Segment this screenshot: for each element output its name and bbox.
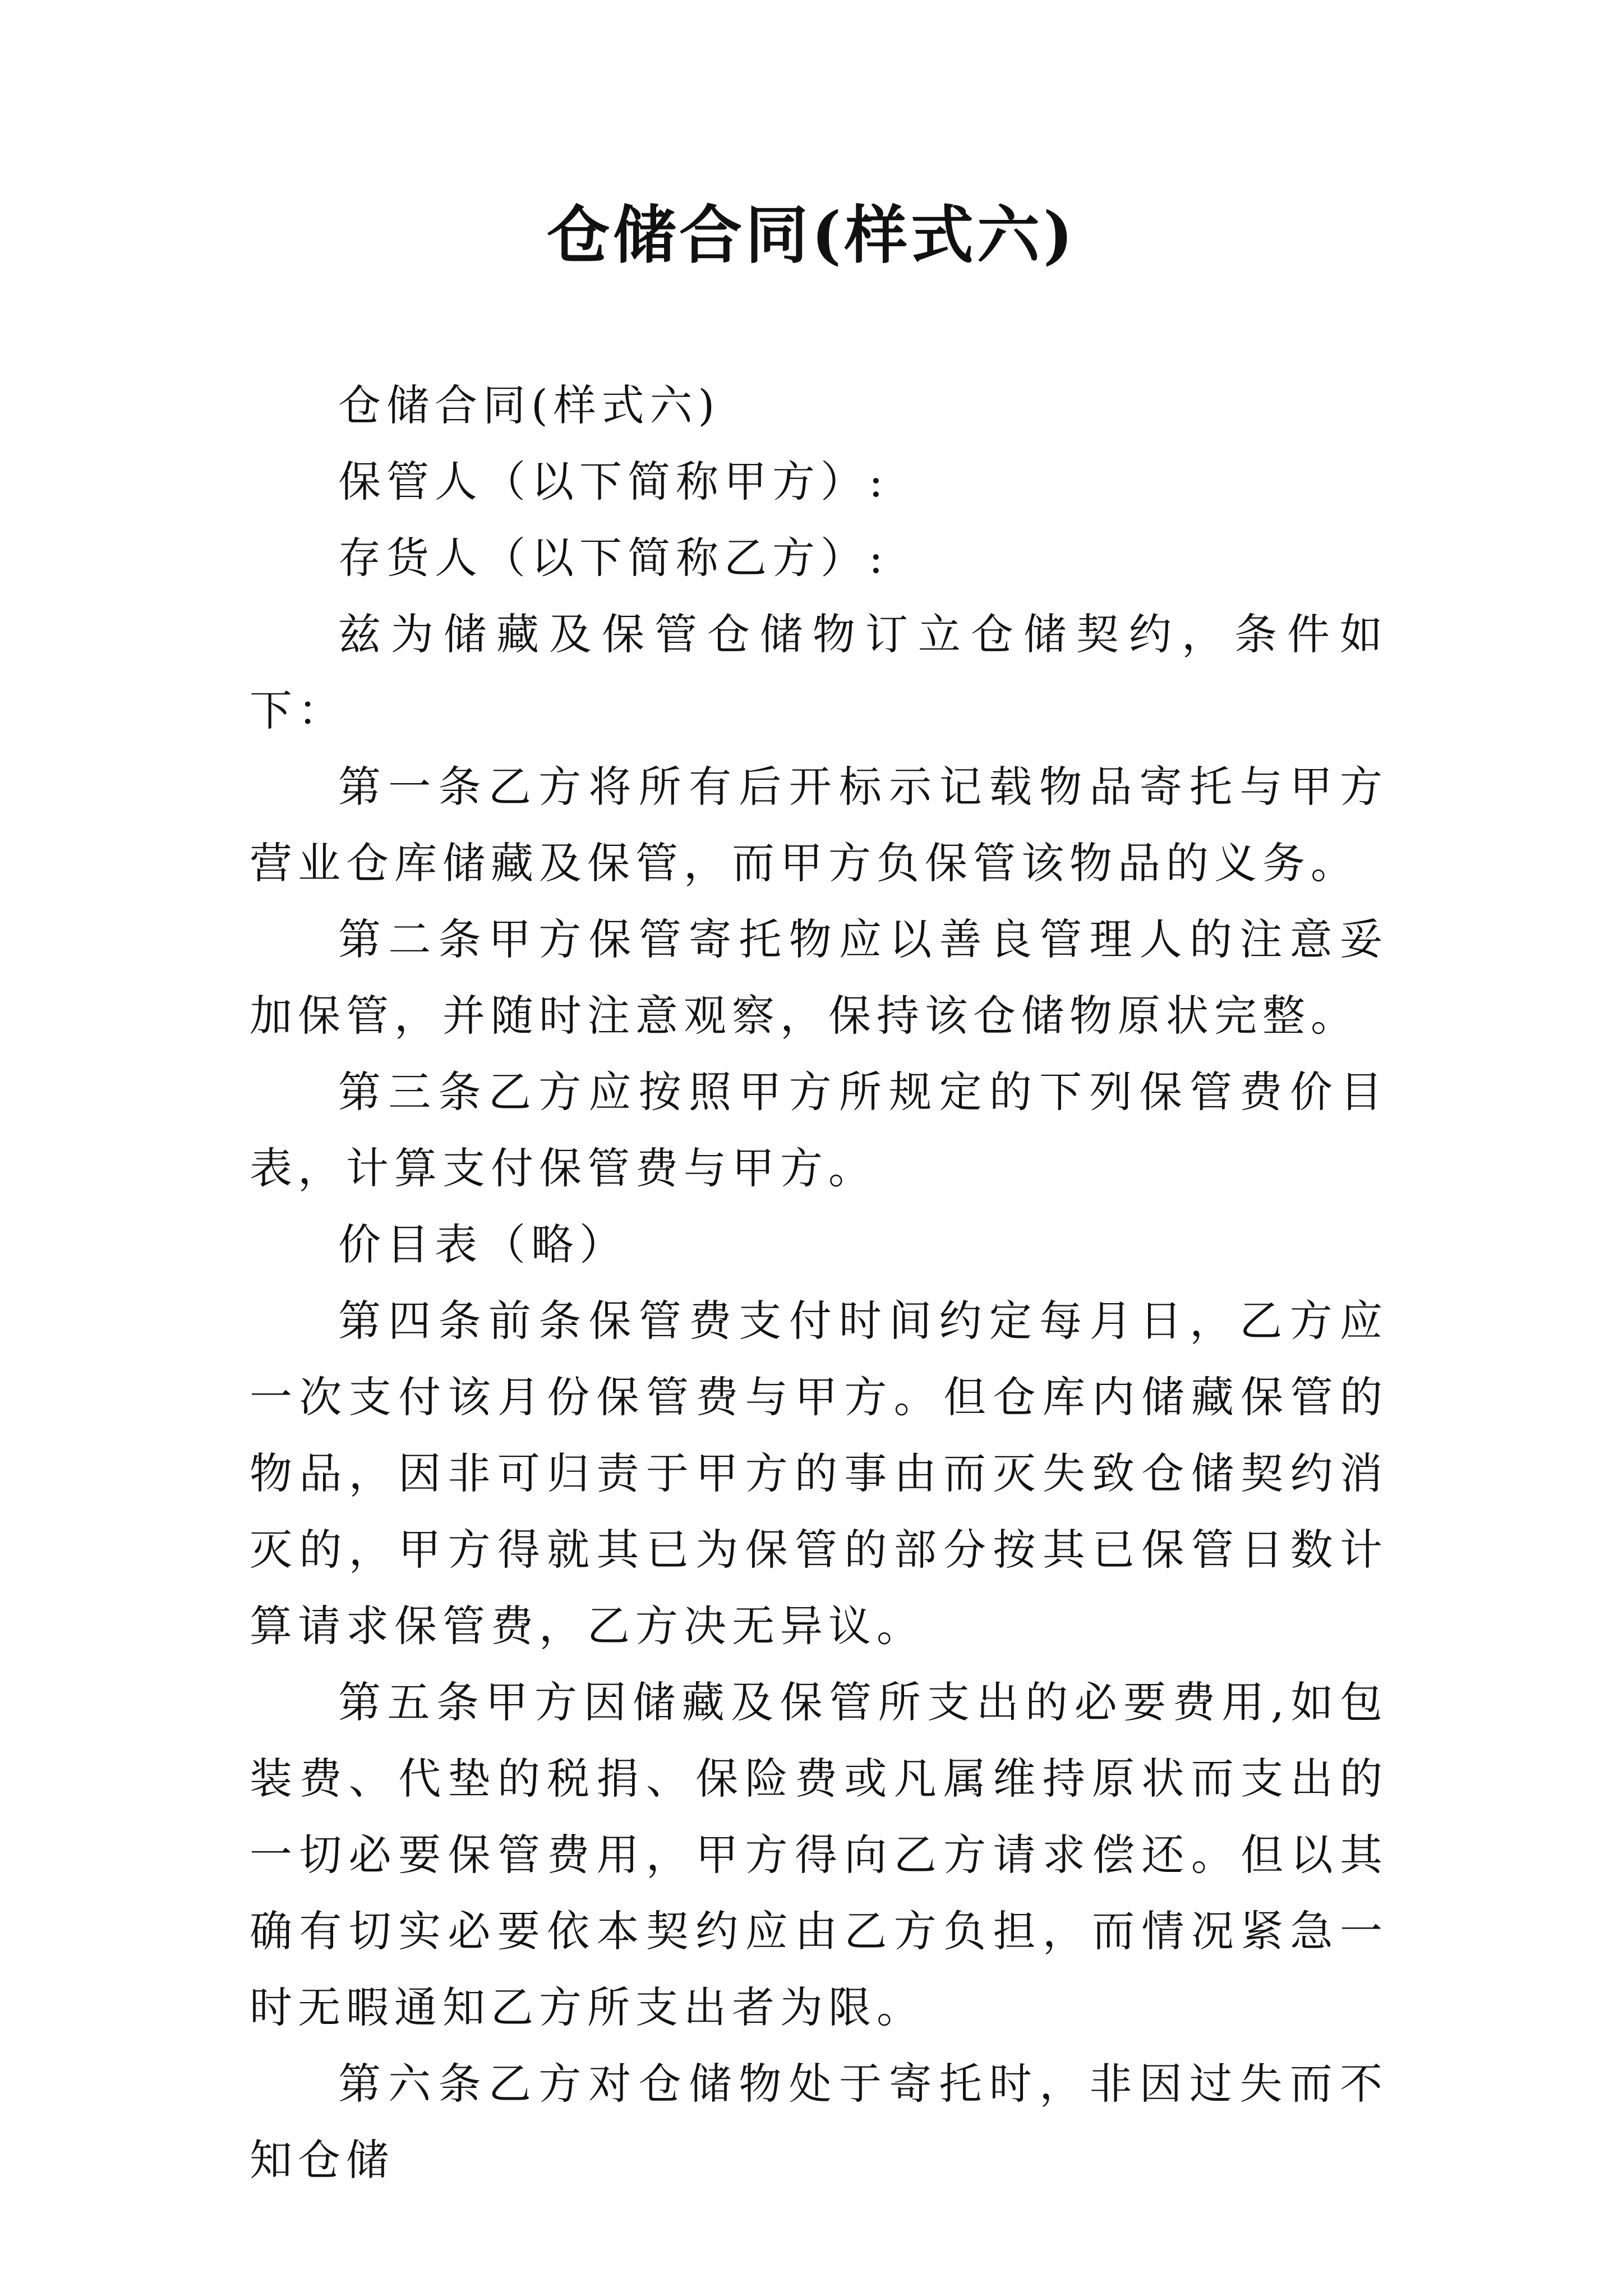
paragraph-subtitle: 仓储合同(样式六) (338, 380, 721, 430)
paragraph-article-1: 第一条乙方将所有后开标示记载物品寄托与甲方营业仓库储藏及保管，而甲方负保管该物品的义务。 (250, 762, 1388, 888)
paragraph-article-2: 第二条甲方保管寄托物应以善良管理人的注意妥加保管，并随时注意观察，保持该仓储物原状完整。 (250, 914, 1388, 1041)
document-title: 仓储合同(样式六) (547, 199, 1076, 272)
paragraph-party-a: 保管人（以下简称甲方）: (338, 457, 889, 507)
paragraph-preamble: 兹为储藏及保管仓储物订立仓储契约，条件如下： (250, 609, 1388, 735)
paragraph-article-5: 第五条甲方因储藏及保管所支出的必要费用,如包装费、代垫的税捐、保险费或凡属维持原状而支出的一切必要保管费用，甲方得向乙方请求偿还。但以其确有切实必要依本契约应由乙方负担，而情况紧急一时无暇通知乙方所支出者为限。 (250, 1677, 1388, 2032)
document-body (250, 367, 1388, 2198)
paragraph-article-4: 第四条前条保管费支付时间约定每月日，乙方应一次支付该月份保管费与甲方。但仓库内储藏保管的物品，因非可归责于甲方的事由而灭失致仓储契约消灭的，甲方得就其已为保管的部分按其已保管日数计算请求保管费，乙方决无异议。 (250, 1296, 1388, 1651)
paragraph-article-6: 第六条乙方对仓储物处于寄托时，非因过失而不知仓储 (250, 2059, 1388, 2185)
paragraph-party-b: 存货人（以下简称乙方）: (338, 533, 889, 583)
paragraph-article-3: 第三条乙方应按照甲方所规定的下列保管费价目表，计算支付保管费与甲方。 (250, 1067, 1388, 1193)
paragraph-price-list: 价目表（略） (338, 1220, 628, 1269)
